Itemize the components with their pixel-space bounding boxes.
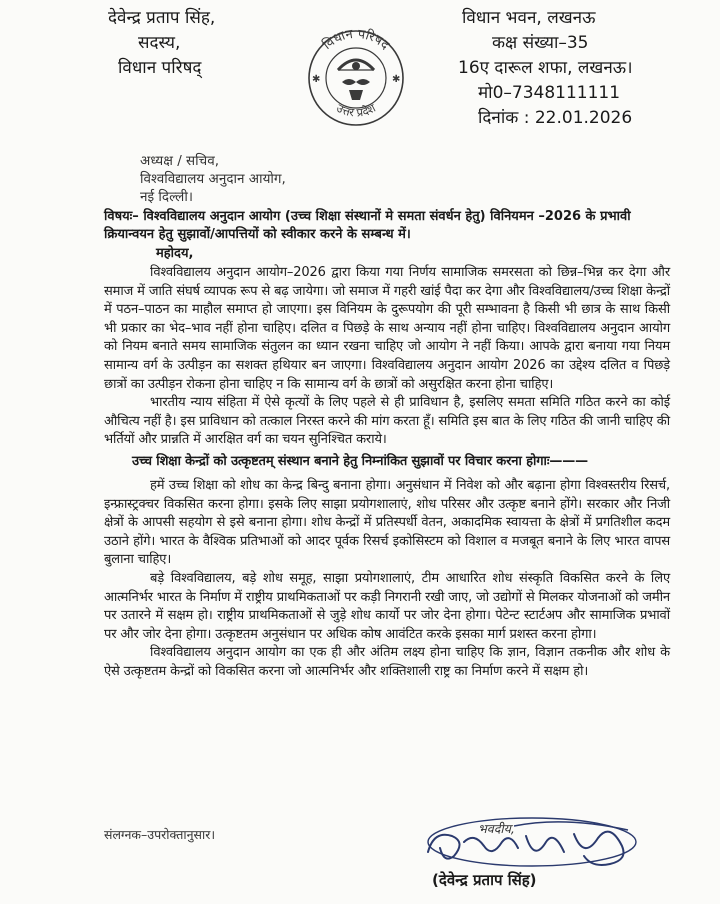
suggestion-paragraph-1: हमें उच्च शिक्षा को शोध का केन्द्र बिन्दु बनाना होगा। अनुसंधान में निवेश को और बढ़ाना होगा विश्वस्तरीय रिसर्च, इन्फ्रास्ट्रक्चर विकसित करना होगा। इसके लिए साझा प्रयोगशालाएं, शोध परिसर और उत्कृष्ट बनाने होंगे। सरकार और निजी क्षेत्रों के आपसी सहयोग से इसे बनाना होगा। शोध केन्द्रों में प्रतिस्पर्धी वेतन, अकादमिक स्वायत्ता के क्षेत्रों में प्रगतिशील कदम उठाने होंगे। भारत के वैश्विक प्रतिभाओं को आदर पूर्वक रिसर्च इकोसिस्टम को विशाल व मजबूत बनाने के लिए भारत वापस बुलाना चाहिए। (104, 477, 670, 568)
sender-designation: सदस्य, (138, 33, 181, 53)
emblem-bottom-text: उत्तर प्रदेश (334, 100, 378, 120)
address-line-1: विधान भवन, लखनऊ (462, 8, 596, 28)
svg-text:उत्तर प्रदेश (334, 101, 378, 120)
sender-name: देवेन्द्र प्रताप सिंह, (108, 8, 216, 28)
legislative-council-emblem (294, 26, 418, 130)
salutation: महोदय, (156, 246, 194, 261)
address-block (456, 6, 696, 131)
letter-date: दिनांक : 22.01.2026 (478, 108, 633, 128)
svg-text:विधान परिषद (320, 27, 393, 54)
subject-label: विषयः– (104, 209, 139, 224)
recipient-line-1: अध्यक्ष / सचिव, (140, 153, 220, 169)
letter-body (104, 264, 670, 681)
sender-body: विधान परिषद् (118, 58, 202, 78)
body-paragraph-1: विश्वविद्यालय अनुदान आयोग–2026 द्वारा किया गया निर्णय सामाजिक समरसता को छिन्न–भिन्न कर देगा और समाज में जाति संघर्ष व्यापक रूप से बढ़ जायेगा। जो समाज में गहरी खांई पैदा कर देगा और विश्वविद्यालय/उच्च शिक्षा केन्द्रों में पठन–पाठन का माहौल समाप्त हो जाएगा। इस विनियम के दुरूपयोग की पूरी सम्भावना है किसी भी छात्र के साथ किसी भी प्रकार का भेद–भाव नहीं होना चाहिए। दलित व पिछड़े के साथ अन्याय नहीं होना चाहिए। विश्वविद्यालय अनुदान आयोग को नियम बनाते समय सामाजिक संतुलन का ध्यान रखना चाहिए जो आयोग ने नहीं किया। आपके द्वारा बनाया गया नियम सामान्य वर्ग के उत्पीड़न का सशक्त हथियार बन जाएगा। विश्वविद्यालय अनुदान आयोग 2026 का उद्देश्य दलित व पिछड़े छात्रों का उत्पीड़न रोकना होना चाहिए न कि सामान्य वर्ग के छात्रों को असुरक्षित करना होना चाहिए। (104, 265, 670, 392)
emblem-top-text: विधान परिषद (320, 26, 392, 54)
address-line-3: 16ए दारूल शफा, लखनऊ। (458, 58, 633, 78)
sender-block (108, 6, 215, 81)
signature-icon (414, 812, 644, 872)
phone-number: मो0–7348111111 (478, 83, 621, 103)
closing-text: भवदीय, (478, 821, 515, 836)
suggestion-paragraph-3: विश्वविद्यालय अनुदान आयोग का एक ही और अंतिम लक्ष्य होना चाहिए कि ज्ञान, विज्ञान तकनीक और शोध के ऐसे उत्कृष्टतम केन्द्रों को विकसित करना जो आत्मनिर्भर और शक्तिशाली राष्ट्र का निर्माण करने में सक्षम हो। (104, 645, 670, 679)
recipient-block (140, 152, 286, 206)
emblem-seal-icon (294, 26, 418, 130)
svg-text:✱: ✱ (392, 74, 401, 85)
address-line-2: कक्ष संख्या–35 (492, 33, 589, 53)
recipient-line-3: नई दिल्ली। (140, 189, 193, 205)
recipient-line-2: विश्वविद्यालय अनुदान आयोग, (140, 171, 286, 187)
subject-line (104, 208, 672, 244)
section-heading: उच्च शिक्षा केन्द्रों को उत्कृष्टतम् संस्थान बनाने हेतु निम्नांकित सुझावों पर विचार करना होगाः——— (132, 453, 588, 469)
subject-text: विश्वविद्यालय अनुदान आयोग (उच्च शिक्षा संस्थानों मे समता संवर्धन हेतु) विनियमन –2026 के प्रभावी क्रियान्वयन हेतु सुझावों/आपत्तियों को स्वीकार करने के सम्बन्ध में। (104, 209, 631, 242)
svg-text:✱: ✱ (312, 74, 321, 85)
body-paragraph-2: भारतीय न्याय संहिता में ऐसे कृत्यों के लिए पहले से ही प्राविधान है, इसलिए समता समिति गठित करने का कोई औचित्य नहीं है। इस प्राविधान को तत्काल निरस्त करने की मांग करता हूँ। समिति इस बात के लिए गठित की जानी चाहिए की भर्तियों और प्रान्नति में आरक्षित वर्ग का चयन सुनिश्चित कराये। (104, 395, 670, 448)
suggestion-paragraph-2: बड़े विश्वविद्यालय, बड़े शोध समूह, साझा प्रयोगशालाएं, टीम आधारित शोध संस्कृति विकसित करने के लिए आत्मनिर्भर भारत के निर्माण में राष्ट्रीय प्राथमिकताओं पर कड़ी निगरानी रखी जाए, जो उद्योगों से मिलकर योजनाओं को जमीन पर उतारने में सक्षम हो। राष्ट्रीय प्राथमिकताओं से जुड़े शोध कार्यो पर जोर देना होगा। पेटेन्ट स्टार्टअप और सामाजिक प्रभावों पर और जोर देना होगा। उत्कृष्टतम अनुसंधान पर अधिक कोष आवंटित करके इसका मार्ग प्रशस्त करना होगा। (104, 570, 670, 642)
signatory-name: (देवेन्द्र प्रताप सिंह) (432, 871, 537, 889)
enclosure-note: संलग्नक–उपरोक्तानुसार। (104, 827, 216, 842)
handwritten-signature (414, 812, 644, 872)
